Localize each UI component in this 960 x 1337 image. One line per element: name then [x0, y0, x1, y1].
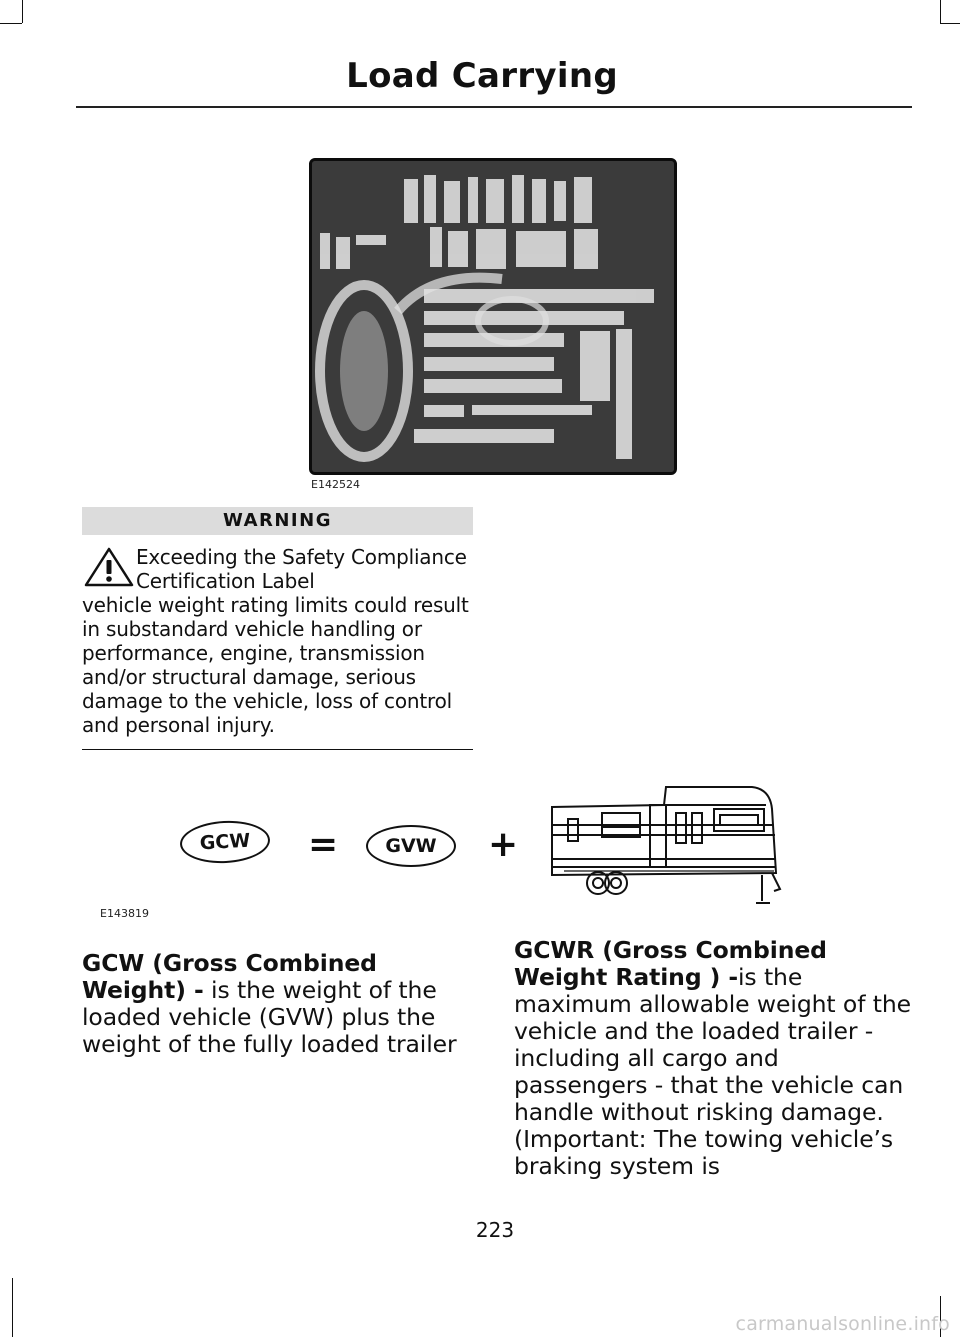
- warning-box: [82, 507, 473, 750]
- gcwr-description: is the maximum allowable weight of the vehicle and the loaded trailer -including all cargo and passengers - that the vehicle can handle without risking damage. (Important: The towing vehicle’s braking system is: [514, 963, 911, 1180]
- warning-text: [82, 545, 473, 737]
- warning-remaining-text: vehicle weight rating limits could result in substandard vehicle handling or performance, engine, transmission and/or structural damage, serious damage to the vehicle, loss of control and personal injury.: [82, 593, 469, 737]
- crop-mark: [12, 1278, 13, 1337]
- crop-mark: [22, 0, 23, 23]
- crop-mark: [940, 0, 941, 23]
- gcwr-definition: [514, 937, 914, 1180]
- title-divider: [76, 106, 912, 108]
- figure-code: E142524: [311, 478, 360, 491]
- crop-mark: [940, 23, 960, 24]
- gcwr-term: GCWR (Gross Combined Weight Rating ) -: [514, 936, 827, 991]
- page-number: 223: [475, 1218, 515, 1242]
- crop-mark: [0, 23, 22, 24]
- warning-divider: [82, 749, 473, 750]
- certification-label-photo: [309, 158, 677, 475]
- warning-heading: WARNING: [82, 507, 473, 535]
- watermark: carmanualsonline.info: [735, 1313, 950, 1335]
- gcw-equation-figure: [96, 775, 786, 920]
- certification-label-image: [312, 161, 674, 472]
- gcw-description: is the weight of the loaded vehicle (GVW) plus the weight of the fully loaded trailer: [82, 976, 457, 1058]
- page-title: Load Carrying: [346, 56, 618, 96]
- gcw-definition: [82, 950, 482, 1058]
- warning-first-line: Exceeding the Safety Compliance Certification Label: [136, 545, 467, 593]
- gvw-label: GVW: [366, 825, 456, 867]
- gcw-label: GCW: [179, 819, 271, 866]
- figure-code: E143819: [100, 907, 149, 920]
- travel-trailer-icon: [544, 779, 784, 909]
- plus-sign: +: [488, 824, 519, 865]
- equals-sign: =: [308, 824, 339, 865]
- gcw-term: GCW (Gross Combined Weight) -: [82, 949, 377, 1004]
- warning-triangle-icon: [84, 547, 134, 587]
